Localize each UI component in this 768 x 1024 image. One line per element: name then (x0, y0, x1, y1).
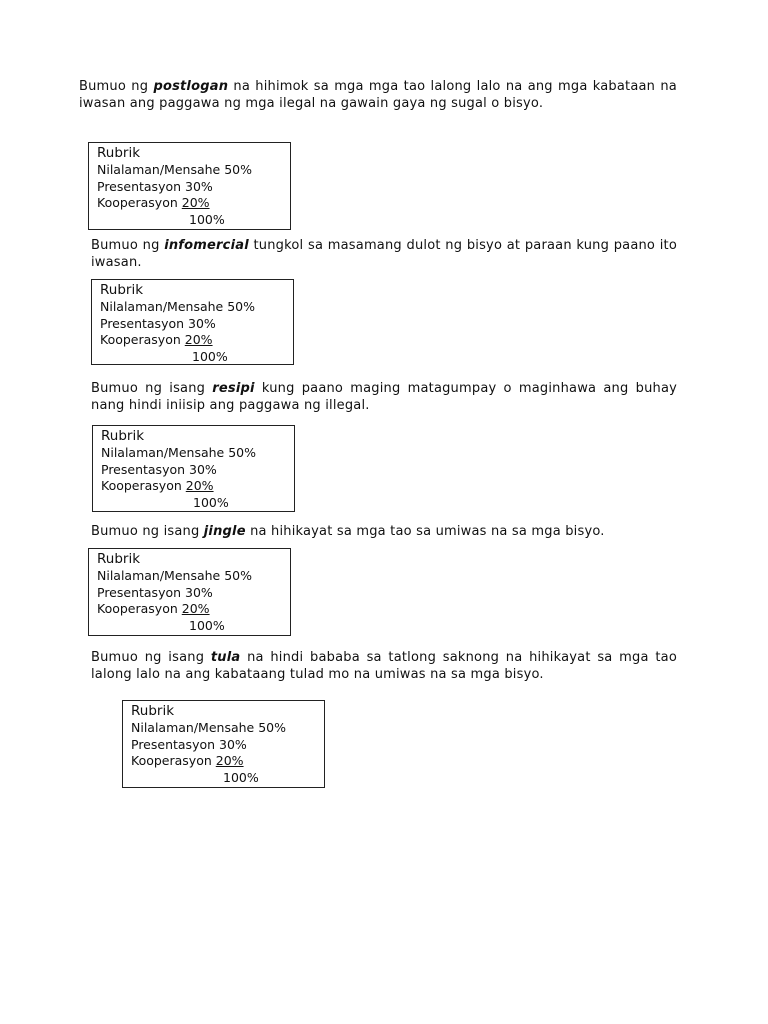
task-intro: Bumuo ng (79, 79, 149, 94)
task-intro: Bumuo ng isang (91, 524, 200, 539)
rubric-cooperation (100, 332, 285, 349)
rubric-presentation: Presentasyon 30% (101, 461, 217, 477)
rubric-presentation: Presentasyon 30% (97, 178, 213, 194)
task-text: na hihimok sa mga mga tao lalong lalo na ang mga kabataan na iwasan ang paggawa ng mga ilegal na gawain gaya ng sugal o bisyo. (79, 79, 677, 111)
rubric-presentation: Presentasyon 30% (131, 736, 247, 752)
rubric-content: Nilalaman/Mensahe 50% (97, 162, 252, 177)
rubric-cooperation-value: 20% (185, 478, 214, 493)
task-4-instruction (91, 523, 677, 540)
rubric-box-2 (91, 279, 294, 365)
rubric-cooperation-label: Kooperasyon (131, 753, 212, 768)
rubric-cooperation-value: 20% (184, 332, 213, 347)
rubric-cooperation-label: Kooperasyon (97, 195, 178, 210)
rubric-title: Rubrik (131, 703, 175, 719)
task-keyword: postlogan (153, 79, 229, 94)
task-intro: Bumuo ng (91, 238, 160, 253)
rubric-cooperation (101, 478, 286, 495)
task-keyword: infomercial (164, 238, 249, 253)
rubric-title: Rubrik (97, 145, 141, 161)
rubric-box-1 (88, 142, 291, 230)
rubric-cooperation-label: Kooperasyon (97, 601, 178, 616)
rubric-cooperation-label: Kooperasyon (100, 332, 181, 347)
rubric-box-3 (92, 425, 295, 512)
rubric-content: Nilalaman/Mensahe 50% (131, 720, 286, 735)
rubric-cooperation-value: 20% (215, 753, 244, 768)
rubric-content: Nilalaman/Mensahe 50% (100, 299, 255, 314)
task-keyword: tula (210, 650, 241, 665)
rubric-cooperation (97, 601, 282, 618)
task-intro: Bumuo ng isang (91, 381, 206, 396)
rubric-cooperation (131, 753, 316, 770)
rubric-title: Rubrik (100, 282, 144, 298)
rubric-title: Rubrik (101, 428, 145, 444)
task-5-instruction (91, 649, 677, 683)
task-text: kung paano maging matagumpay o maginhawa ang buhay nang hindi iniisip ang paggawa ng illegal. (91, 381, 678, 413)
rubric-total: 100% (189, 211, 225, 227)
rubric-box-5 (122, 700, 325, 788)
rubric-box-4 (88, 548, 291, 636)
rubric-cooperation-label: Kooperasyon (101, 478, 182, 493)
task-keyword: jingle (203, 524, 246, 539)
rubric-total: 100% (192, 348, 228, 364)
rubric-content: Nilalaman/Mensahe 50% (97, 568, 252, 583)
task-text: na hindi bababa sa tatlong saknong na hihikayat sa mga tao lalong lalo na ang kabataang tulad mo na umiwas na sa mga bisyo. (91, 650, 677, 682)
task-intro: Bumuo ng isang (91, 650, 205, 665)
task-keyword: resipi (212, 381, 255, 396)
rubric-cooperation-value: 20% (181, 195, 210, 210)
rubric-total: 100% (189, 617, 225, 633)
rubric-presentation: Presentasyon 30% (97, 584, 213, 600)
task-text: tungkol sa masamang dulot ng bisyo at paraan kung paano ito iwasan. (91, 238, 677, 270)
task-3-instruction (91, 380, 677, 414)
rubric-content: Nilalaman/Mensahe 50% (101, 445, 256, 460)
rubric-presentation: Presentasyon 30% (100, 315, 216, 331)
rubric-cooperation-value: 20% (181, 601, 210, 616)
task-text: na hihikayat sa mga tao sa umiwas na sa mga bisyo. (250, 524, 605, 539)
task-1-instruction (79, 78, 677, 112)
rubric-cooperation (97, 195, 282, 212)
rubric-total: 100% (223, 769, 259, 785)
rubric-title: Rubrik (97, 551, 141, 567)
rubric-total: 100% (193, 494, 229, 510)
task-2-instruction (91, 237, 677, 271)
